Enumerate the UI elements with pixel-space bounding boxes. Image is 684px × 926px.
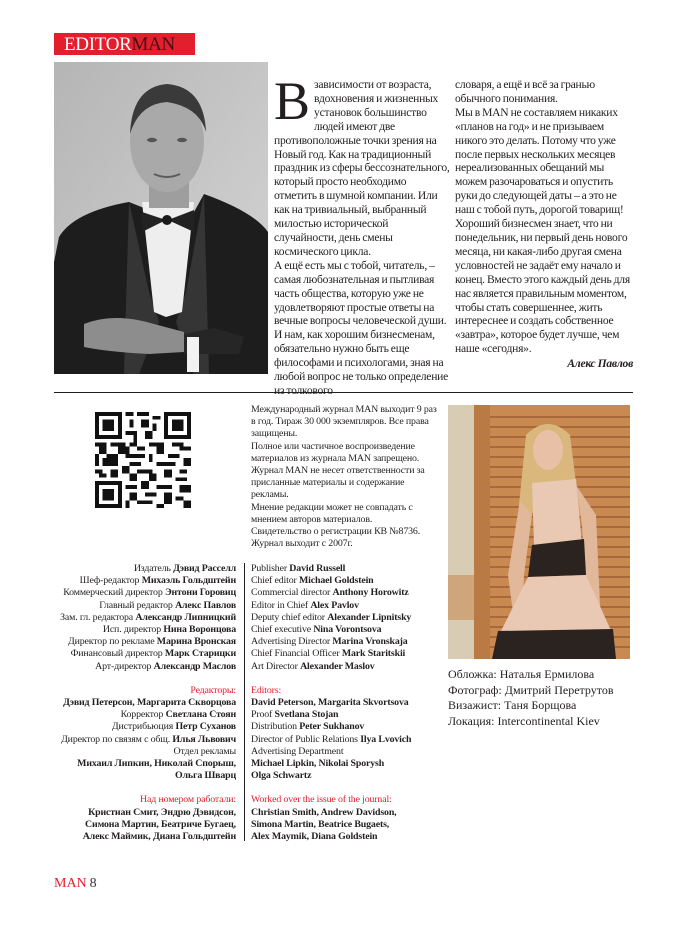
legal-paragraph: Свидетельство о регистрации КВ №8736. Журнал выходит с 2007г. <box>251 526 421 550</box>
masthead-english <box>251 563 441 843</box>
editorial-dropcap: В <box>274 71 311 131</box>
footer-brand: MAN <box>54 876 87 891</box>
cover-credit-line: Визажист: Таня Борщова <box>448 698 577 712</box>
masthead-row: Симона Мартин, Беатриче Бугаец, <box>85 818 236 830</box>
masthead-row: David Peterson, Margarita Skvortsova <box>251 697 409 709</box>
worked-heading: Над номером работали: <box>140 794 236 806</box>
cover-credits <box>448 667 648 729</box>
masthead-row: Финансовый директор Марк Старицки <box>70 648 236 660</box>
masthead-row: Директор по рекламе Марина Вронская <box>68 636 236 648</box>
masthead-row: Михаил Липкин, Николай Спорыш, <box>77 758 236 770</box>
masthead-row: Editor in Chief Alex Pavlov <box>251 599 359 611</box>
section-badge-editor: EDITOR <box>64 33 132 55</box>
editors-heading: Редакторы: <box>190 684 236 696</box>
masthead-row: Simona Martin, Beatrice Bugaets, <box>251 818 390 830</box>
masthead-row: Deputy chief editor Alexander Lipnitsky <box>251 611 412 623</box>
legal-notice <box>251 404 437 550</box>
masthead-row: Дистрибьюция Петр Суханов <box>111 721 236 733</box>
masthead-row: Директор по связям с общ. Илья Львович <box>61 733 236 745</box>
masthead-row: Дэвид Петерсон, Маргарита Скворцова <box>63 697 236 709</box>
section-badge-man: MAN <box>131 33 175 55</box>
editorial-signature: Алекс Павлов <box>567 357 633 371</box>
cover-credit-line: Обложка: Наталья Ермилова <box>448 667 595 681</box>
page-number: 8 <box>89 876 97 891</box>
masthead-row: Alex Maymik, Diana Goldstein <box>251 831 378 843</box>
masthead-row: Главный редактор Алекс Павлов <box>99 599 236 611</box>
masthead-row: Art Director Alexander Maslov <box>251 660 375 672</box>
editorial-column-2 <box>455 78 633 371</box>
legal-paragraph: Полное или частичное воспроизведение материалов из журнала MAN запрещено. Журнал MAN не несет ответственности за присланные материалы и содержание рекламы. <box>251 440 425 501</box>
editors-heading: Editors: <box>251 684 282 696</box>
editorial-paragraph: А ещё есть мы с тобой, читатель, – самая любознательная и пытливая часть общества, которую уже не удовлетворяют простые ответы на вечные вопросы человеческой души. И нам, как хорошим бизнесменам, обязательно нужно быть еще философами и психологами, зная на любой вопрос не только определение из толкового <box>274 258 449 397</box>
masthead-row: Proof Svetlana Stojan <box>251 709 339 721</box>
masthead-row: Исп. директор Нина Воронцова <box>102 624 236 636</box>
masthead-row: Ольга Шварц <box>175 770 236 782</box>
masthead-row: Chief executive Nina Vorontsova <box>251 624 382 636</box>
masthead-row: Издатель Дэвид Расселл <box>133 563 236 574</box>
cover-credit-line: Локация: Intercontinental Kiev <box>448 713 600 728</box>
masthead-row: Chief Financial Officer Mark Staritskii <box>251 648 406 660</box>
masthead-russian <box>40 563 236 843</box>
legal-paragraph: Мнение редакции может не совпадать с мнением авторов материалов. <box>251 501 413 525</box>
masthead-row: Michael Lipkin, Nikolai Sporysh <box>251 758 385 770</box>
masthead-row: Christian Smith, Andrew Davidson, <box>251 806 397 818</box>
masthead-row: Кристиан Смит, Эндрю Дэвидсон, <box>88 806 236 818</box>
page-footer <box>54 877 97 891</box>
masthead-row: Алекс Маймик, Диана Гольдштейн <box>82 831 236 843</box>
masthead-row: Шеф-редактор Михаэль Гольдштейн <box>79 575 236 587</box>
masthead-row: Publisher David Russell <box>251 563 346 574</box>
section-badge <box>54 33 195 55</box>
masthead-row: Зам. гл. редактора Александр Липницкий <box>60 611 236 623</box>
editorial-paragraph: словаря, а ещё и всё за гранью обычного понимания. <box>455 78 595 105</box>
masthead-row: Коммерческий директор Энтони Горовиц <box>63 587 236 599</box>
masthead-row: Director of Public Relations Ilya Lvovich <box>251 733 412 745</box>
editorial-paragraph: зависимости от возраста, вдохновения и жизненных установок большинство людей имеют две противоположные точки зрения на Новый год. Как на традиционный праздник из сферы бессознательного, который просто необходимо отметить в шумной компании. Или как на тривиальный, выбранный милостью исторической случайности, день смены космического цикла. <box>274 78 450 258</box>
masthead-row: Advertising Director Marina Vronskaja <box>251 636 408 648</box>
editor-portrait-photo <box>54 62 268 374</box>
cover-credit-line: Фотограф: Дмитрий Перетрутов <box>448 682 614 697</box>
masthead-row: Advertising Department <box>251 745 344 757</box>
masthead-divider <box>244 563 245 841</box>
masthead-row: Корректор Светлана Стоян <box>120 709 236 721</box>
masthead-row: Арт-директор Александр Маслов <box>95 660 236 672</box>
masthead-row: Отдел рекламы <box>173 745 236 757</box>
editorial-paragraph: Мы в MAN не составляем никаких «планов на год» и не призываем никого это делать. Потому что уже после первых нескольких месяцев нереализованных обещаний мы можем разочароваться и опустить руки до следующей даты – а это не наш с тобой путь, дорогой товарищ! Хороший бизнесмен знает, что ни понедельник, ни первый день нового месяца, ни какая-либо другая смена условностей не задаёт ему начало и конец. Вместо этого каждый день для нас является правильным моментом, чтобы стать совершеннее, жить интереснее и создать собственное «завтра», которое будет лучше, чем наше «сегодня». <box>455 105 630 356</box>
editorial-column-1 <box>274 71 451 398</box>
worked-heading: Worked over the issue of the journal: <box>251 794 392 806</box>
masthead-row: Olga Schwartz <box>251 770 312 782</box>
legal-paragraph: Международный журнал MAN выходит 9 раз в год. Тираж 30 000 экземпляров. Все права защищены. <box>251 404 437 440</box>
masthead-row: Distribution Peter Sukhanov <box>251 721 365 733</box>
cover-photo <box>448 405 630 659</box>
qr-code <box>95 412 191 508</box>
masthead-row: Commercial director Anthony Horowitz <box>251 587 409 599</box>
masthead-row: Chief editor Michael Goldstein <box>251 575 374 587</box>
